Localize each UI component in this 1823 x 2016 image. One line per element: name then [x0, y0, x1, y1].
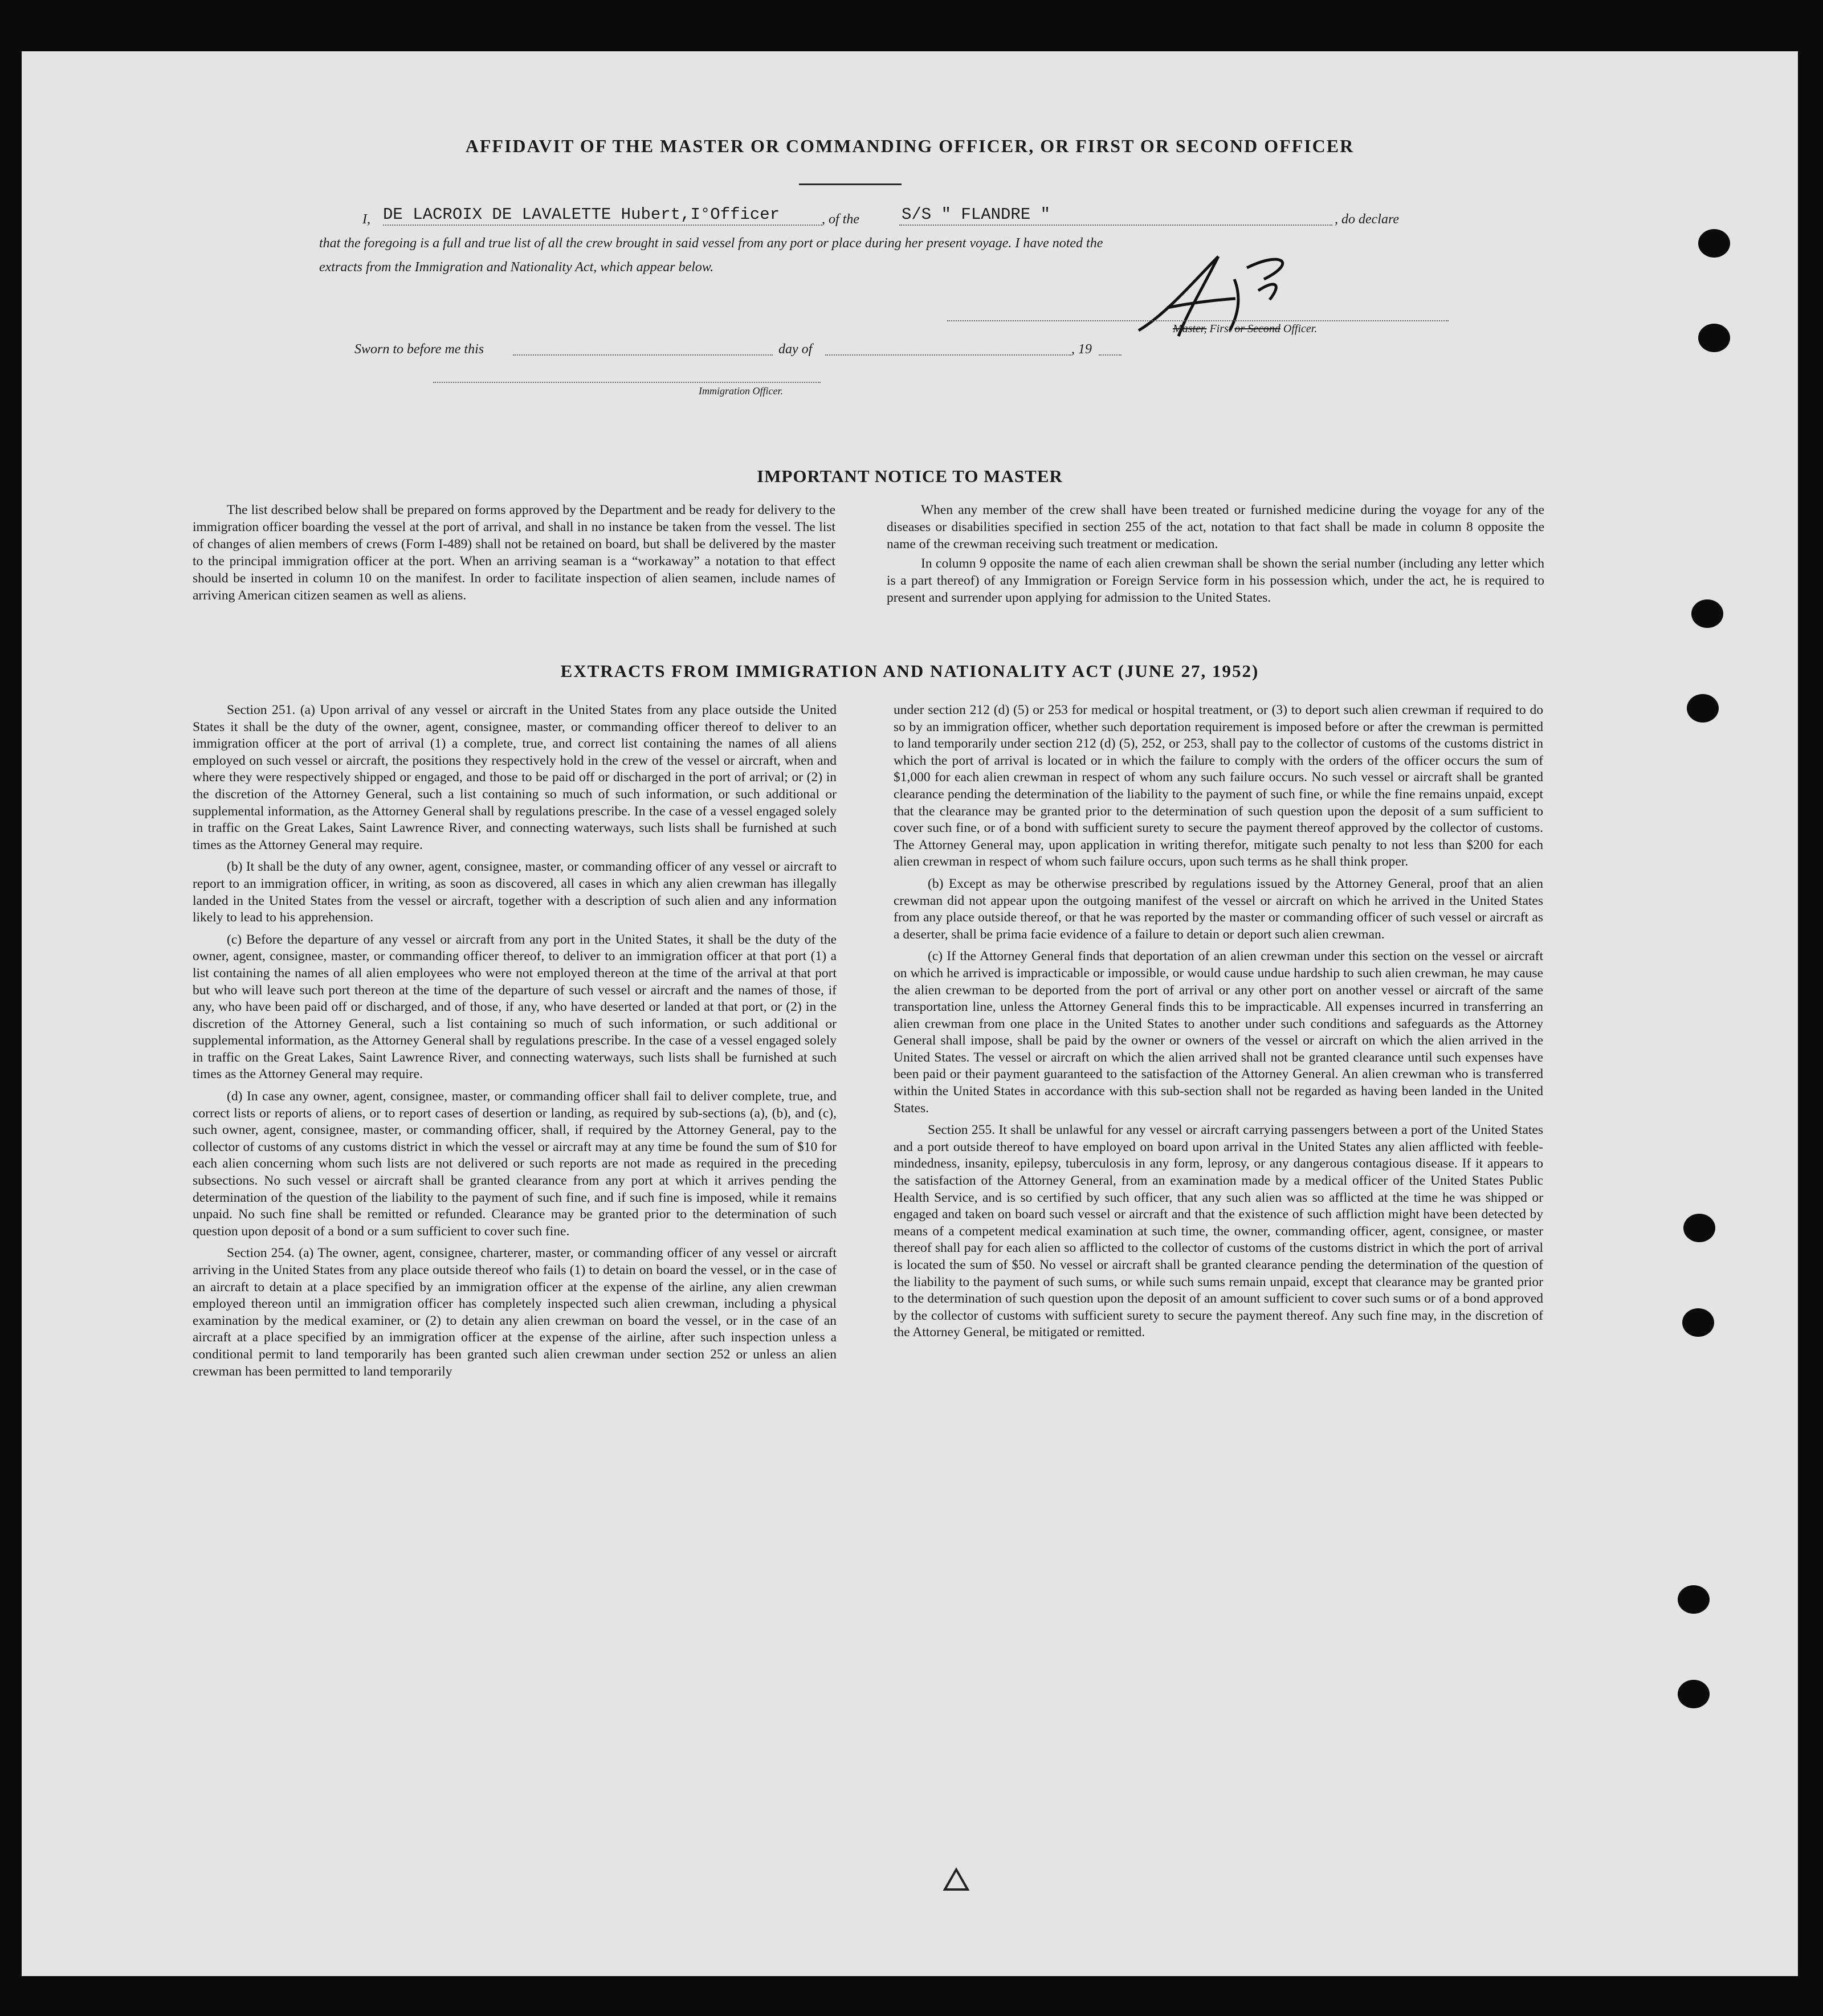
notice-right-para-2: In column 9 opposite the name of each alien crewman shall be shown the serial number (including any letter which is a part thereof) of any Immigration or Foreign Service form in his possession which, under the act, he is required to present and surrender upon applying for admission to the United States. — [887, 556, 1544, 605]
month-dotline — [825, 354, 1071, 356]
section-254-c: (c) If the Attorney General finds that deportation of an alien crewman under this section on the vessel or aircraft on which he arrived is impracticable or impossible, or would cause undue hardship to such alien crewman, he may cause the alien crewman to be deported from the port of arrival or any other port on another vessel or aircraft of the same transportation line, unless the Attorney General finds this to be impracticable. All expenses incurred in transferring an alien crewman from one place in the United States to another under such conditions and safeguards as the Attorney General shall impose, shall be paid by the owner or owners of the vessel or aircraft on which the alien arrived in the United States. The vessel or aircraft on which the alien arrived shall not be granted clearance until such expenses have been paid or their payment guaranteed to the satisfaction of the Attorney General. An alien crewman who is transferred within the United States in accordance with this sub-section shall not be regarded as having been landed in the United States. — [894, 949, 1543, 1116]
sworn-dotline — [513, 354, 773, 356]
title-underline — [799, 183, 902, 185]
declaration-line-2: that the foregoing is a full and true list of all the crew brought in said vessel from any port or place during her present voyage. I have noted the — [319, 236, 1103, 251]
section-254-b: (b) Except as may be otherwise prescribed by regulations issued by the Attorney General, proof that an alien crewman did not appear upon the outgoing manifest of the vessel or aircraft on which he arrived in the United States from any place outside thereof, or that he was reported by the master or commanding officer of such vessel or aircraft as a deserter, shall be prima facie evidence of a failure to detain or deport such alien crewman. — [894, 876, 1543, 942]
immigration-officer-caption: Immigration Officer. — [699, 385, 783, 397]
notice-title: IMPORTANT NOTICE TO MASTER — [757, 466, 1063, 486]
vessel-name: S/S " FLANDRE " — [902, 205, 1051, 224]
section-251-c: (c) Before the departure of any vessel or aircraft from any port in the United States, it shall be the duty of the owner, agent, consignee, master, or commanding officer thereof, to deliver to an immigration officer at that port (1) a list containing the names of all alien employees who were not employed thereon at the time of the arrival at that port but who will leave such port thereon at the time of the departure of such vessel or aircraft and the names of those, if any, who have been paid off or discharged, and of those, if any, who have deserted or landed at that port, or (2) in the discretion of the Attorney General, such a list containing so much of such information, or such additional or supplemental information, as the Attorney General shall by regulations prescribe. In the case of a vessel engaged solely in traffic on the Great Lakes, Saint Lawrence River, and connecting waterways, such lists shall be furnished at such times as the Attorney General may require. — [193, 932, 837, 1082]
signature-caption — [1173, 323, 1317, 336]
immigration-officer-dotline — [433, 382, 821, 383]
sworn-text: Sworn to before me this — [354, 342, 484, 357]
scan-artifact — [939, 1867, 973, 1895]
section-251-b: (b) It shall be the duty of any owner, agent, consignee, master, or commanding officer of any vessel or aircraft to report to an immigration officer, in writing, as soon as discovered, all cases in which any alien crewman has illegally landed in the United States from the vessel or aircraft, together with a description of such alien and any information likely to lead to his apprehension. — [193, 859, 837, 925]
caption-master: Master, — [1173, 323, 1207, 335]
section-251-d: (d) In case any owner, agent, consignee, master, or commanding officer shall fail to deliver complete, true, and correct lists or reports of aliens, or to report cases of desertion or landing, as required by sub-sections (a), (b), and (c), such owner, agent, consignee, master, or commanding officer, shall, if required by the Attorney General, pay to the collector of customs of any customs district in which the vessel or aircraft may at any time be found the sum of $10 for each alien concerning whom such lists are not delivered or such reports are not made as required in the preceding subsections. No such vessel or aircraft shall be granted clearance from any port at which it arrives pending the determination of the question of the liability to the payment of such fine, and if such fine is imposed, while it remains unpaid. No such fine shall be remitted or refunded. Clearance may be granted prior to the determination of such question upon deposit of a bond or a sum sufficient to cover such fine. — [193, 1089, 837, 1239]
extracts-right-column — [894, 702, 1543, 1346]
punch-hole — [1678, 1585, 1710, 1614]
notice-right-column — [887, 501, 1544, 611]
section-254-a-cont: under section 212 (d) (5) or 253 for medical or hospital treatment, or (3) to deport such alien crewman if required to do so by an immigration officer, whether such deportation requirement is imposed before or after the crewman is permitted to land temporarily under section 212 (d) (5), 252, or 253, shall pay to the collector of customs of the customs district in which the port of arrival is located or in which the failure to comply with the orders of the officer occurs the sum of $1,000 for each alien crewman in respect of whom any such failure occurs. No such vessel or aircraft shall be granted clearance pending the determination of the liability to the payment of such fine, or while the fine remains unpaid, except that the clearance may be granted prior to the determination of such question upon the deposit of a sum sufficient to cover such fine, or of a bond with sufficient surety to secure the payment thereof approved by the collector of customs. The Attorney General may, upon application in writing therefor, mitigate such penalty to not less than $200 for each alien crewman in respect of whom such failure occurs, upon such terms as he shall think proper. — [894, 703, 1543, 870]
year-prefix: , 19 — [1071, 342, 1092, 357]
notice-left-column — [193, 501, 835, 609]
extracts-left-column — [193, 702, 837, 1385]
punch-hole — [1698, 229, 1730, 258]
punch-hole — [1691, 599, 1723, 628]
punch-hole — [1678, 1680, 1710, 1708]
caption-or-second: or Second — [1234, 323, 1280, 335]
caption-officer: Officer. — [1283, 323, 1318, 335]
do-declare: , do declare — [1335, 212, 1400, 227]
affidavit-title: AFFIDAVIT OF THE MASTER OR COMMANDING OFFICER, OR FIRST OR SECOND OFFICER — [465, 136, 1355, 156]
officer-name: DE LACROIX DE LAVALETTE Hubert,I°Officer — [383, 205, 780, 224]
vessel-dotline — [899, 225, 1332, 226]
section-251-a: Section 251. (a) Upon arrival of any vessel or aircraft in the United States from any place outside the United States it shall be the duty of the owner, agent, consignee, master, or commanding officer thereof to deliver to an immigration officer at the port of arrival (1) a complete, true, and correct list containing the names of all aliens employed on such vessel or aircraft, the positions they respectively hold in the crew of the vessel or aircraft, when and where they were respectively shipped or engaged, and those to be paid off or discharged in the port of arrival; or (2) in the discretion of the Attorney General, such a list containing so much of such information, or such additional or supplemental information, as the Attorney General shall by regulations prescribe. In the case of a vessel engaged solely in traffic on the Great Lakes, Saint Lawrence River, and connecting waterways, such lists shall be furnished at such times as the Attorney General may require. — [193, 703, 837, 852]
i-prefix: I, — [362, 212, 370, 227]
of-the-label: , of the — [822, 212, 859, 227]
caption-first: First — [1209, 323, 1232, 335]
section-254-a: Section 254. (a) The owner, agent, consignee, charterer, master, or commanding officer of any vessel or aircraft arriving in the United States from any place outside thereof who fails (1) to detain on board the vessel, or in the case of an aircraft to detain at a place specified by an immigration officer at the expense of the airline, any alien crewman employed thereon until an immigration officer has completely inspected such alien crewman, including a physical examination by the medical examiner, or (2) to detain any alien crewman on board the vessel, or in the case of an aircraft at a place specified by an immigration officer at the expense of the airline, after such inspection unless a conditional permit to land temporarily has been granted such alien crewman under section 252 or unless an alien crewman has been permitted to land temporarily — [193, 1246, 837, 1379]
year-dotline — [1099, 354, 1121, 356]
notice-right-para-1: When any member of the crew shall have been treated or furnished medicine during the voyage for any of the diseases or disabilities specified in section 255 of the act, notation to that fact shall be made in column 8 opposite the name of the crewman receiving such treatment or medication. — [887, 503, 1544, 552]
name-dotline — [383, 225, 822, 226]
punch-hole — [1683, 1214, 1715, 1242]
document-page — [22, 51, 1798, 1976]
extracts-title: EXTRACTS FROM IMMIGRATION AND NATIONALITY ACT (JUNE 27, 1952) — [560, 661, 1259, 681]
punch-hole — [1687, 694, 1719, 723]
day-of: day of — [778, 342, 813, 357]
signature-dotline — [947, 320, 1449, 321]
declaration-line-3: extracts from the Immigration and Nationality Act, which appear below. — [319, 260, 714, 275]
section-255: Section 255. It shall be unlawful for any vessel or aircraft carrying passengers between a port of the United States and a port outside thereof to have employed on board upon arrival in the United States any alien afflicted with feeble-mindedness, insanity, epilepsy, tuberculosis in any form, leprosy, or any dangerous contagious disease. If it appears to the satisfaction of the Attorney General, from an examination made by a medical officer of the United States Public Health Service, and is so certified by such officer, that any such alien was so afflicted at the time he was shipped or engaged and taken on board such vessel or aircraft and that the existence of such affliction might have been detected by means of a competent medical examination at such time, the owner, commanding officer, agent, consignee, or master thereof shall pay for each alien so afflicted to the collector of customs of the customs district in which the port of arrival is located the sum of $50. No vessel or aircraft shall be granted clearance pending the determination of the question of the liability to the payment of such sums, or while such sums remain unpaid, except that clearance may be granted prior to the determination of such question upon the deposit of an amount sufficient to cover such sums or of a bond approved by the collector of customs with sufficient surety to secure the payment thereof. Any such fine may, in the discretion of the Attorney General, be mitigated or remitted. — [894, 1123, 1543, 1340]
notice-left-para: The list described below shall be prepared on forms approved by the Department and be ready for delivery to the immigration officer boarding the vessel at the port of arrival, and shall in no instance be taken from the vessel. The list of changes of alien members of crews (Form I-489) shall not be retained on board, but shall be delivered by the master to the principal immigration officer at the port. When an arriving seaman is a “workaway” a notation to that effect should be inserted in column 10 on the manifest. In order to facilitate inspection of alien seamen, include names of arriving American citizen seamen as well as aliens. — [193, 503, 835, 603]
punch-hole — [1698, 324, 1730, 352]
punch-hole — [1682, 1308, 1714, 1337]
